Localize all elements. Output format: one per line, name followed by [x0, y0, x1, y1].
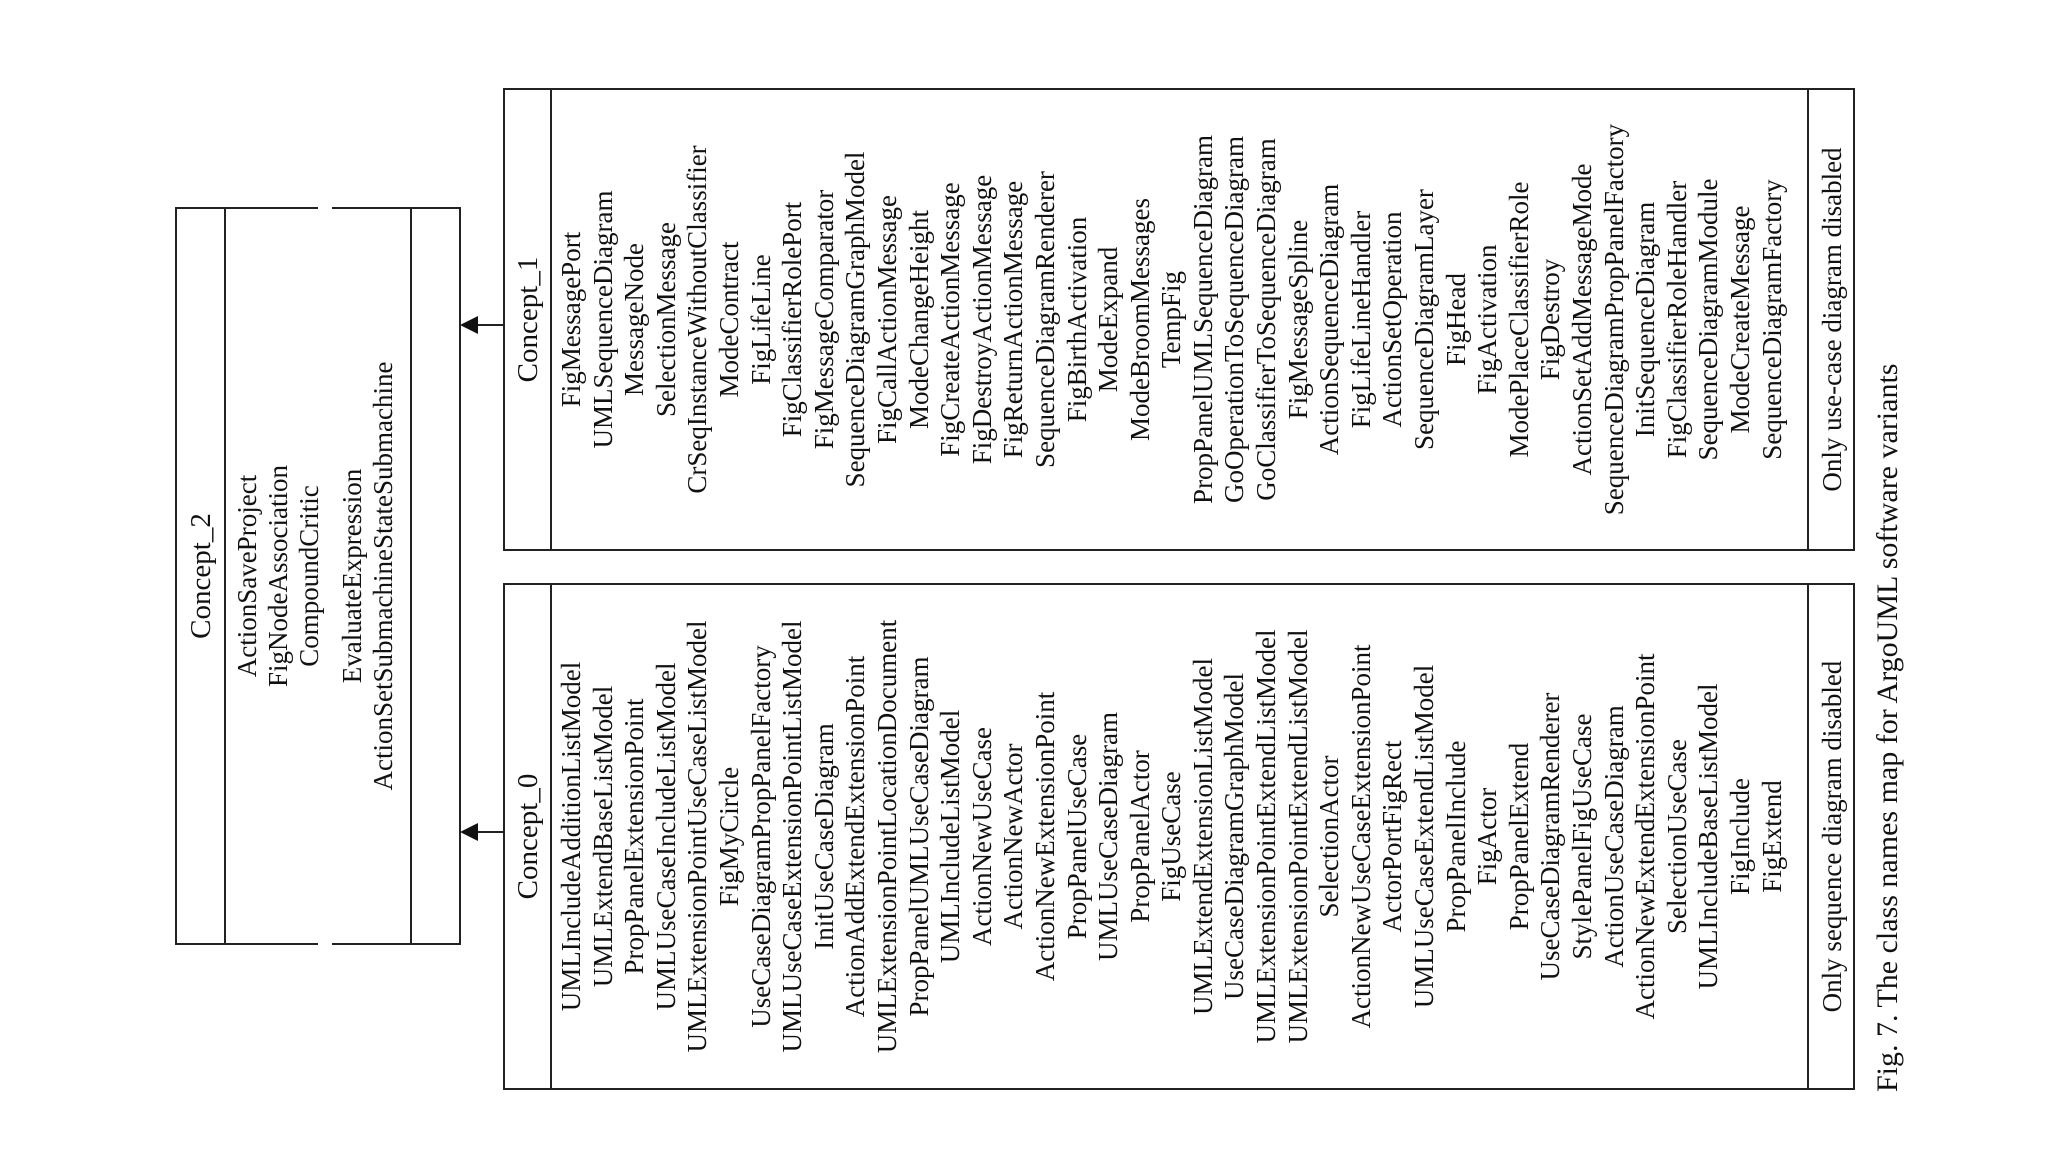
class-name: ActionNewUseCaseExtensionPoint — [1345, 644, 1376, 1029]
class-name: ModeContract — [713, 241, 744, 398]
class-name: MessageNode — [619, 243, 650, 396]
class-name: InitSequenceDiagram — [1630, 201, 1661, 438]
concept-0-footer: Only sequence diagram disabled — [1817, 660, 1847, 1013]
class-name: FigInclude — [1724, 778, 1755, 895]
class-name: ModeCreateMessage — [1724, 205, 1755, 434]
class-name: UMLExtensionPointExtendListModel — [1282, 629, 1313, 1044]
class-name: FigCreateActionMessage — [935, 182, 966, 457]
class-name: FigMyCircle — [713, 766, 744, 907]
class-name: ActionNewUseCase — [966, 727, 997, 946]
class-name: UMLExtensionPointUseCaseListModel — [682, 620, 713, 1053]
concept-2-item: CompoundCritic — [294, 485, 324, 667]
class-name: SequenceDiagramPropPanelFactory — [1598, 123, 1629, 516]
class-name: ActionNewExtendExtensionPoint — [1630, 653, 1661, 1020]
class-name: SelectionActor — [1314, 755, 1345, 918]
class-name: UMLExtendExtensionListModel — [1187, 658, 1218, 1015]
concept-1-footer-divider — [1807, 88, 1809, 551]
class-name: ActionNewExtensionPoint — [1029, 691, 1060, 982]
class-name: UMLExtendBaseListModel — [587, 685, 618, 988]
class-name: FigDestroyActionMessage — [966, 174, 997, 465]
class-name: FigClassifierRoleHandler — [1661, 180, 1692, 459]
concept-2-title-divider — [224, 207, 226, 945]
class-name: SequenceDiagramRenderer — [1029, 171, 1060, 468]
concept-0-footer-divider — [1807, 583, 1809, 1090]
concept-2-item: FigNodeAssociation — [263, 465, 293, 687]
class-name: PropPanelUMLSequenceDiagram — [1187, 135, 1218, 504]
concept-1-footer-wrap — [1812, 90, 1852, 549]
arrow-head-concept-1 — [460, 316, 478, 334]
class-name: GoOperationToSequenceDiagram — [1219, 136, 1250, 503]
class-name: ActionSetAddMessageMode — [1567, 163, 1597, 476]
class-name: FigLifeLineHandler — [1345, 210, 1376, 429]
class-name: PropPanelActor — [1124, 750, 1155, 923]
class-name: UMLUseCaseDiagram — [1093, 712, 1124, 961]
concept-2-item: ActionSaveProject — [232, 474, 262, 678]
concept-1-title-divider — [550, 88, 552, 551]
arrow-head-concept-0 — [460, 823, 478, 841]
class-name: FigReturnActionMessage — [998, 180, 1029, 459]
class-name: CrSeqInstanceWithoutClassifier — [682, 145, 713, 494]
concept-2-item: ActionSetSubmachineStateSubmachine — [368, 361, 398, 791]
concept-2-title: Concept_2 — [185, 513, 217, 639]
class-name: UMLIncludeBaseListModel — [1693, 683, 1724, 990]
class-name: UMLExtensionPointExtendListModel — [1251, 629, 1282, 1044]
class-name: PropPanelInclude — [1440, 740, 1471, 933]
class-name: UseCaseDiagramRenderer — [1535, 692, 1566, 981]
concept-1-class-list — [556, 90, 1806, 549]
class-name: PropPanelUseCase — [1061, 733, 1092, 940]
class-name: UMLUseCaseExtensionPointListModel — [777, 620, 808, 1053]
class-name: FigMessagePort — [556, 231, 586, 408]
class-name: FigActivation — [1472, 244, 1503, 395]
class-name: UseCaseDiagramGraphModel — [1219, 673, 1250, 1000]
concept-0-title: Concept_0 — [512, 773, 544, 900]
class-name: ActionNewActor — [998, 743, 1029, 930]
figure-caption-wrap — [1866, 292, 1910, 1092]
concept-0-footer-wrap — [1812, 585, 1852, 1088]
concept-0-title-divider — [550, 583, 552, 1090]
class-name: FigActor — [1472, 787, 1503, 886]
class-name: UseCaseDiagramPropPanelFactory — [745, 645, 776, 1028]
concept-2-item: EvaluateExpression — [337, 468, 367, 684]
class-name: FigDestroy — [1535, 258, 1566, 381]
concept-0-class-list — [556, 585, 1806, 1088]
class-name: UMLExtensionPointLocationDocument — [871, 619, 902, 1054]
class-name: GoClassifierToSequenceDiagram — [1251, 138, 1282, 501]
class-name: ActorPortFigRect — [1377, 740, 1408, 933]
class-name: SequenceDiagramGraphModel — [840, 151, 871, 488]
class-name: ModeBroomMessages — [1124, 198, 1155, 441]
concept-1-footer: Only use-case diagram disabled — [1817, 147, 1847, 492]
class-name: UMLUseCaseExtendListModel — [1409, 664, 1440, 1009]
class-name: StylePanelFigUseCase — [1567, 713, 1597, 960]
concept-0-title-wrap — [506, 585, 550, 1088]
class-name: SequenceDiagramFactory — [1756, 179, 1787, 460]
class-name: FigLifeLine — [745, 254, 776, 385]
class-name: ModeChangeHeight — [903, 210, 934, 429]
class-name: ActionAddExtendExtensionPoint — [840, 655, 871, 1018]
class-name: PropPanelExtensionPoint — [619, 698, 650, 975]
class-name: PropPanelExtend — [1503, 742, 1534, 931]
class-name: UMLUseCaseIncludeListModel — [650, 662, 681, 1011]
class-name: UMLIncludeListModel — [935, 709, 966, 964]
class-name: SequenceDiagramLayer — [1409, 189, 1440, 450]
class-name: SelectionMessage — [650, 222, 681, 417]
concept-1-title-wrap — [506, 90, 550, 549]
class-name: ActionUseCaseDiagram — [1598, 705, 1629, 968]
class-name: ActionSetOperation — [1377, 211, 1408, 428]
class-name: PropPanelUMLUseCaseDiagram — [903, 656, 934, 1017]
class-name: FigUseCase — [1156, 771, 1187, 902]
class-name: TempFig — [1156, 270, 1187, 369]
inheritance-arrows — [440, 300, 510, 860]
class-name: FigClassifierRolePort — [777, 201, 808, 438]
class-name: FigHead — [1440, 273, 1471, 366]
class-name: SequenceDiagramModule — [1693, 178, 1724, 461]
class-name: UMLIncludeAdditionListModel — [556, 661, 586, 1012]
concept-2-bottom-divider — [410, 207, 412, 945]
concept-2-title-wrap — [180, 207, 222, 945]
class-name: FigExtend — [1756, 780, 1787, 893]
class-name: ActionSequenceDiagram — [1314, 183, 1345, 456]
class-name: ModeExpand — [1093, 246, 1124, 393]
figure-caption: Fig. 7. The class names map for ArgoUML software variants — [1871, 363, 1904, 1092]
class-name: InitUseCaseDiagram — [808, 723, 839, 950]
class-name: ModePlaceClassifierRole — [1503, 181, 1534, 458]
class-name: FigMessageSpline — [1282, 219, 1313, 420]
concept-1-title: Concept_1 — [512, 256, 544, 383]
class-name: UMLSequenceDiagram — [587, 190, 618, 449]
concept-2-content — [232, 207, 402, 945]
class-name: FigBirthActivation — [1061, 216, 1092, 423]
class-name: FigCallActionMessage — [871, 195, 902, 444]
class-name: SelectionUseCase — [1661, 739, 1692, 934]
class-name: FigMessageComparator — [808, 189, 839, 450]
